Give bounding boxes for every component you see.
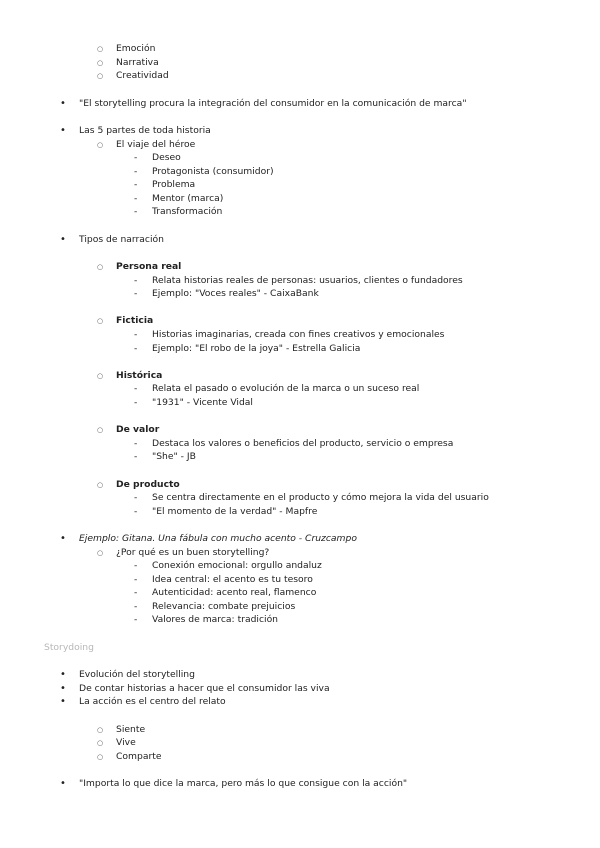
dash-bullet: - — [134, 383, 138, 394]
list-item: "1931" - Vicente Vidal — [152, 397, 253, 408]
section-heading: Storydoing — [44, 642, 94, 653]
list-item: Transformación — [152, 206, 223, 217]
list-bullet — [60, 234, 66, 246]
type-name: Persona real — [116, 261, 182, 272]
list-item: "She" - JB — [152, 451, 196, 462]
list-item: "El momento de la verdad" - Mapfre — [152, 506, 318, 517]
list-bullet — [60, 98, 66, 110]
list-item: Conexión emocional: orgullo andaluz — [152, 560, 322, 571]
list-item: Ejemplo: "Voces reales" - CaixaBank — [152, 288, 319, 299]
dash-bullet: - — [134, 574, 138, 585]
list-bullet — [60, 696, 66, 708]
dash-bullet: - — [134, 438, 138, 449]
quote-storydoing: "Importa lo que dice la marca, pero más lo que consigue con la acción" — [79, 778, 408, 789]
list-item: Problema — [152, 179, 196, 190]
dash-bullet: - — [134, 614, 138, 625]
list-item: Evolución del storytelling — [79, 669, 195, 680]
list-item: Relevancia: combate prejuicios — [152, 601, 296, 612]
dash-bullet: - — [134, 601, 138, 612]
type-name: Histórica — [116, 370, 163, 381]
list-item: Vive — [116, 737, 136, 748]
dash-bullet: - — [134, 166, 138, 177]
list-item: De contar historias a hacer que el consumidor las viva — [79, 683, 330, 694]
list-bullet: ○ — [97, 739, 104, 747]
list-item: Relata el pasado o evolución de la marca o un suceso real — [152, 383, 420, 394]
list-item: Comparte — [116, 751, 162, 762]
list-bullet: ○ — [97, 726, 104, 734]
list-bullet — [60, 533, 66, 545]
list-item: Ejemplo: "El robo de la joya" - Estrella Galicia — [152, 343, 361, 354]
list-item: La acción es el centro del relato — [79, 696, 226, 707]
list-bullet: ○ — [97, 263, 104, 271]
list-bullet — [60, 669, 66, 681]
list-bullet: ○ — [97, 45, 104, 53]
dash-bullet: - — [134, 397, 138, 408]
list-bullet — [60, 683, 66, 695]
dash-bullet: - — [134, 179, 138, 190]
list-item: Narrativa — [116, 57, 159, 68]
example-sub: ¿Por qué es un buen storytelling? — [116, 547, 270, 558]
dash-bullet: - — [134, 329, 138, 340]
dash-bullet: - — [134, 288, 138, 299]
list-item: Destaca los valores o beneficios del producto, servicio o empresa — [152, 438, 454, 449]
list-item: Deseo — [152, 152, 181, 163]
type-name: De valor — [116, 424, 160, 435]
list-bullet: ○ — [97, 549, 104, 557]
list-bullet: ○ — [97, 59, 104, 67]
list-bullet: ○ — [97, 72, 104, 80]
list-bullet: ○ — [97, 141, 104, 149]
list-bullet: ○ — [97, 753, 104, 761]
list-bullet: ○ — [97, 481, 104, 489]
dash-bullet: - — [134, 275, 138, 286]
list-item: Idea central: el acento es tu tesoro — [152, 574, 313, 585]
list-item: Valores de marca: tradición — [152, 614, 279, 625]
list-item: Emoción — [116, 43, 156, 54]
dash-bullet: - — [134, 451, 138, 462]
list-bullet: ○ — [97, 317, 104, 325]
list-item: Creatividad — [116, 70, 169, 81]
dash-bullet: - — [134, 152, 138, 163]
list-item: Siente — [116, 724, 146, 735]
type-name: De producto — [116, 479, 180, 490]
list-item: Mentor (marca) — [152, 193, 224, 204]
list-bullet: ○ — [97, 426, 104, 434]
parts-title: Las 5 partes de toda historia — [79, 125, 211, 136]
parts-sub: El viaje del héroe — [116, 139, 196, 150]
dash-bullet: - — [134, 206, 138, 217]
type-name: Ficticia — [116, 315, 154, 326]
list-item: Se centra directamente en el producto y cómo mejora la vida del usuario — [152, 492, 489, 503]
list-bullet — [60, 125, 66, 137]
list-bullet — [60, 778, 66, 790]
dash-bullet: - — [134, 560, 138, 571]
example-title: Ejemplo: Gitana. Una fábula con mucho acento - Cruzcampo — [79, 533, 357, 544]
dash-bullet: - — [134, 587, 138, 598]
list-bullet: ○ — [97, 372, 104, 380]
list-item: Protagonista (consumidor) — [152, 166, 274, 177]
quote-storytelling: "El storytelling procura la integración del consumidor en la comunicación de marca" — [79, 98, 467, 109]
dash-bullet: - — [134, 506, 138, 517]
dash-bullet: - — [134, 193, 138, 204]
dash-bullet: - — [134, 492, 138, 503]
list-item: Historias imaginarias, creada con fines creativos y emocionales — [152, 329, 445, 340]
types-title: Tipos de narración — [79, 234, 164, 245]
dash-bullet: - — [134, 343, 138, 354]
list-item: Autenticidad: acento real, flamenco — [152, 587, 317, 598]
list-item: Relata historias reales de personas: usuarios, clientes o fundadores — [152, 275, 463, 286]
